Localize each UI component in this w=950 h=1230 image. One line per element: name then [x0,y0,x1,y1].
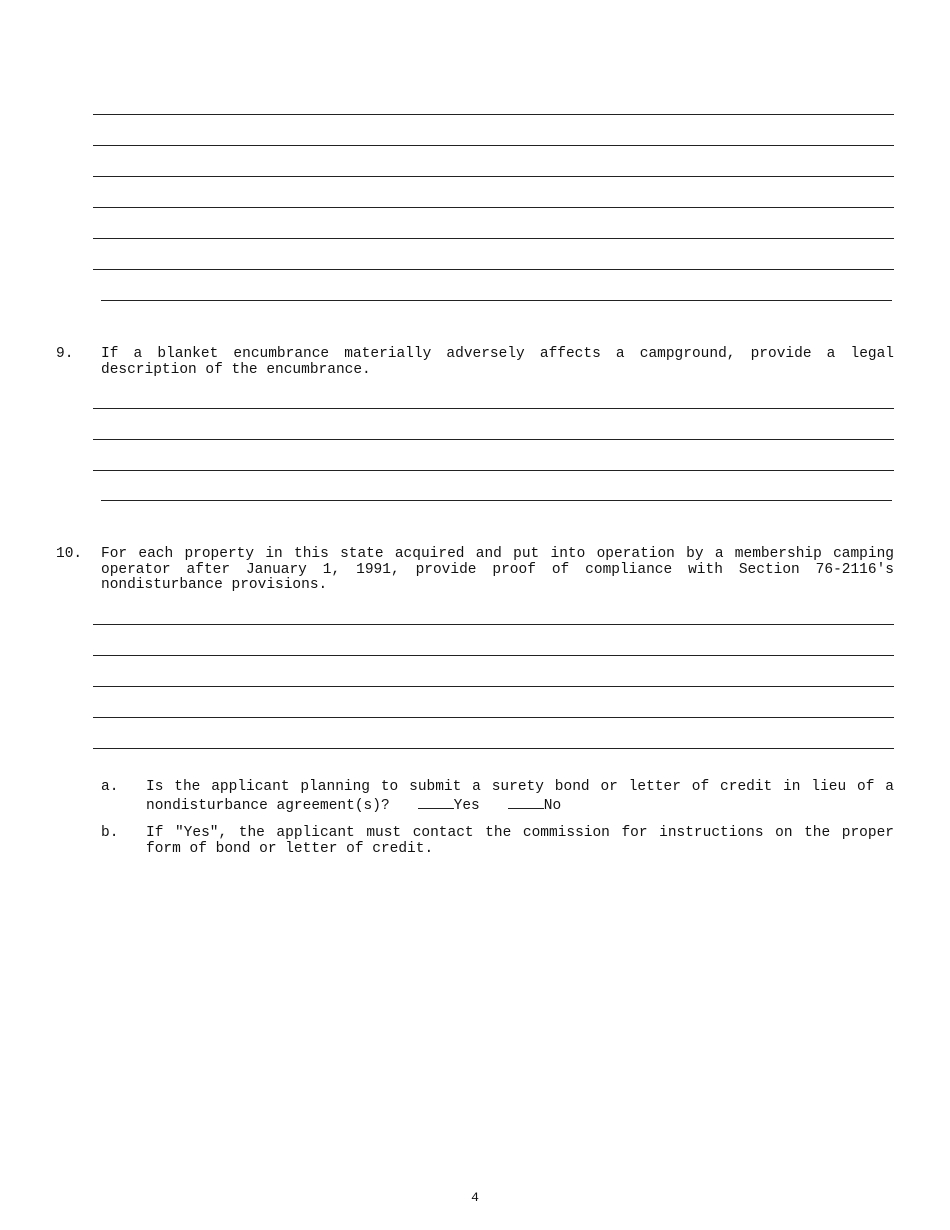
answer-line[interactable] [93,408,894,409]
answer-line[interactable] [93,717,894,718]
answer-line[interactable] [93,114,894,115]
answer-line[interactable] [93,748,894,749]
answer-line[interactable] [93,145,894,146]
no-blank[interactable] [508,796,544,809]
sub-item-label: a. [101,779,119,795]
question-text: If a blanket encumbrance materially adversely affects a campground, provide a legal description of the encumbrance. [101,346,894,378]
question-number: 9. [56,346,74,362]
answer-line[interactable] [93,269,894,270]
answer-line[interactable] [101,300,892,301]
sub-item-a-text: Is the applicant planning to submit a surety bond or letter of credit in lieu of a nondisturbance agreement(s)? [146,779,894,814]
no-label: No [543,797,562,814]
answer-line[interactable] [93,176,894,177]
yes-blank[interactable] [418,796,454,809]
sub-item-label: b. [101,825,119,841]
answer-line[interactable] [93,470,894,471]
answer-line[interactable] [93,238,894,239]
question-text: For each property in this state acquired and put into operation by a membership camping operator after January 1, 1991, provide proof of compliance with Section 76-2116's nondisturbance provisions. [101,546,894,593]
answer-line[interactable] [93,439,894,440]
question-number: 10. [56,546,83,562]
answer-line[interactable] [93,686,894,687]
answer-line[interactable] [101,500,892,501]
sub-item-text: If "Yes", the applicant must contact the commission for instructions on the proper form of bond or letter of credit. [146,825,894,857]
sub-item-text [146,780,894,814]
yes-label: Yes [453,797,480,814]
page-number: 4 [471,1190,479,1205]
answer-line[interactable] [93,655,894,656]
answer-line[interactable] [93,624,894,625]
answer-line[interactable] [93,207,894,208]
